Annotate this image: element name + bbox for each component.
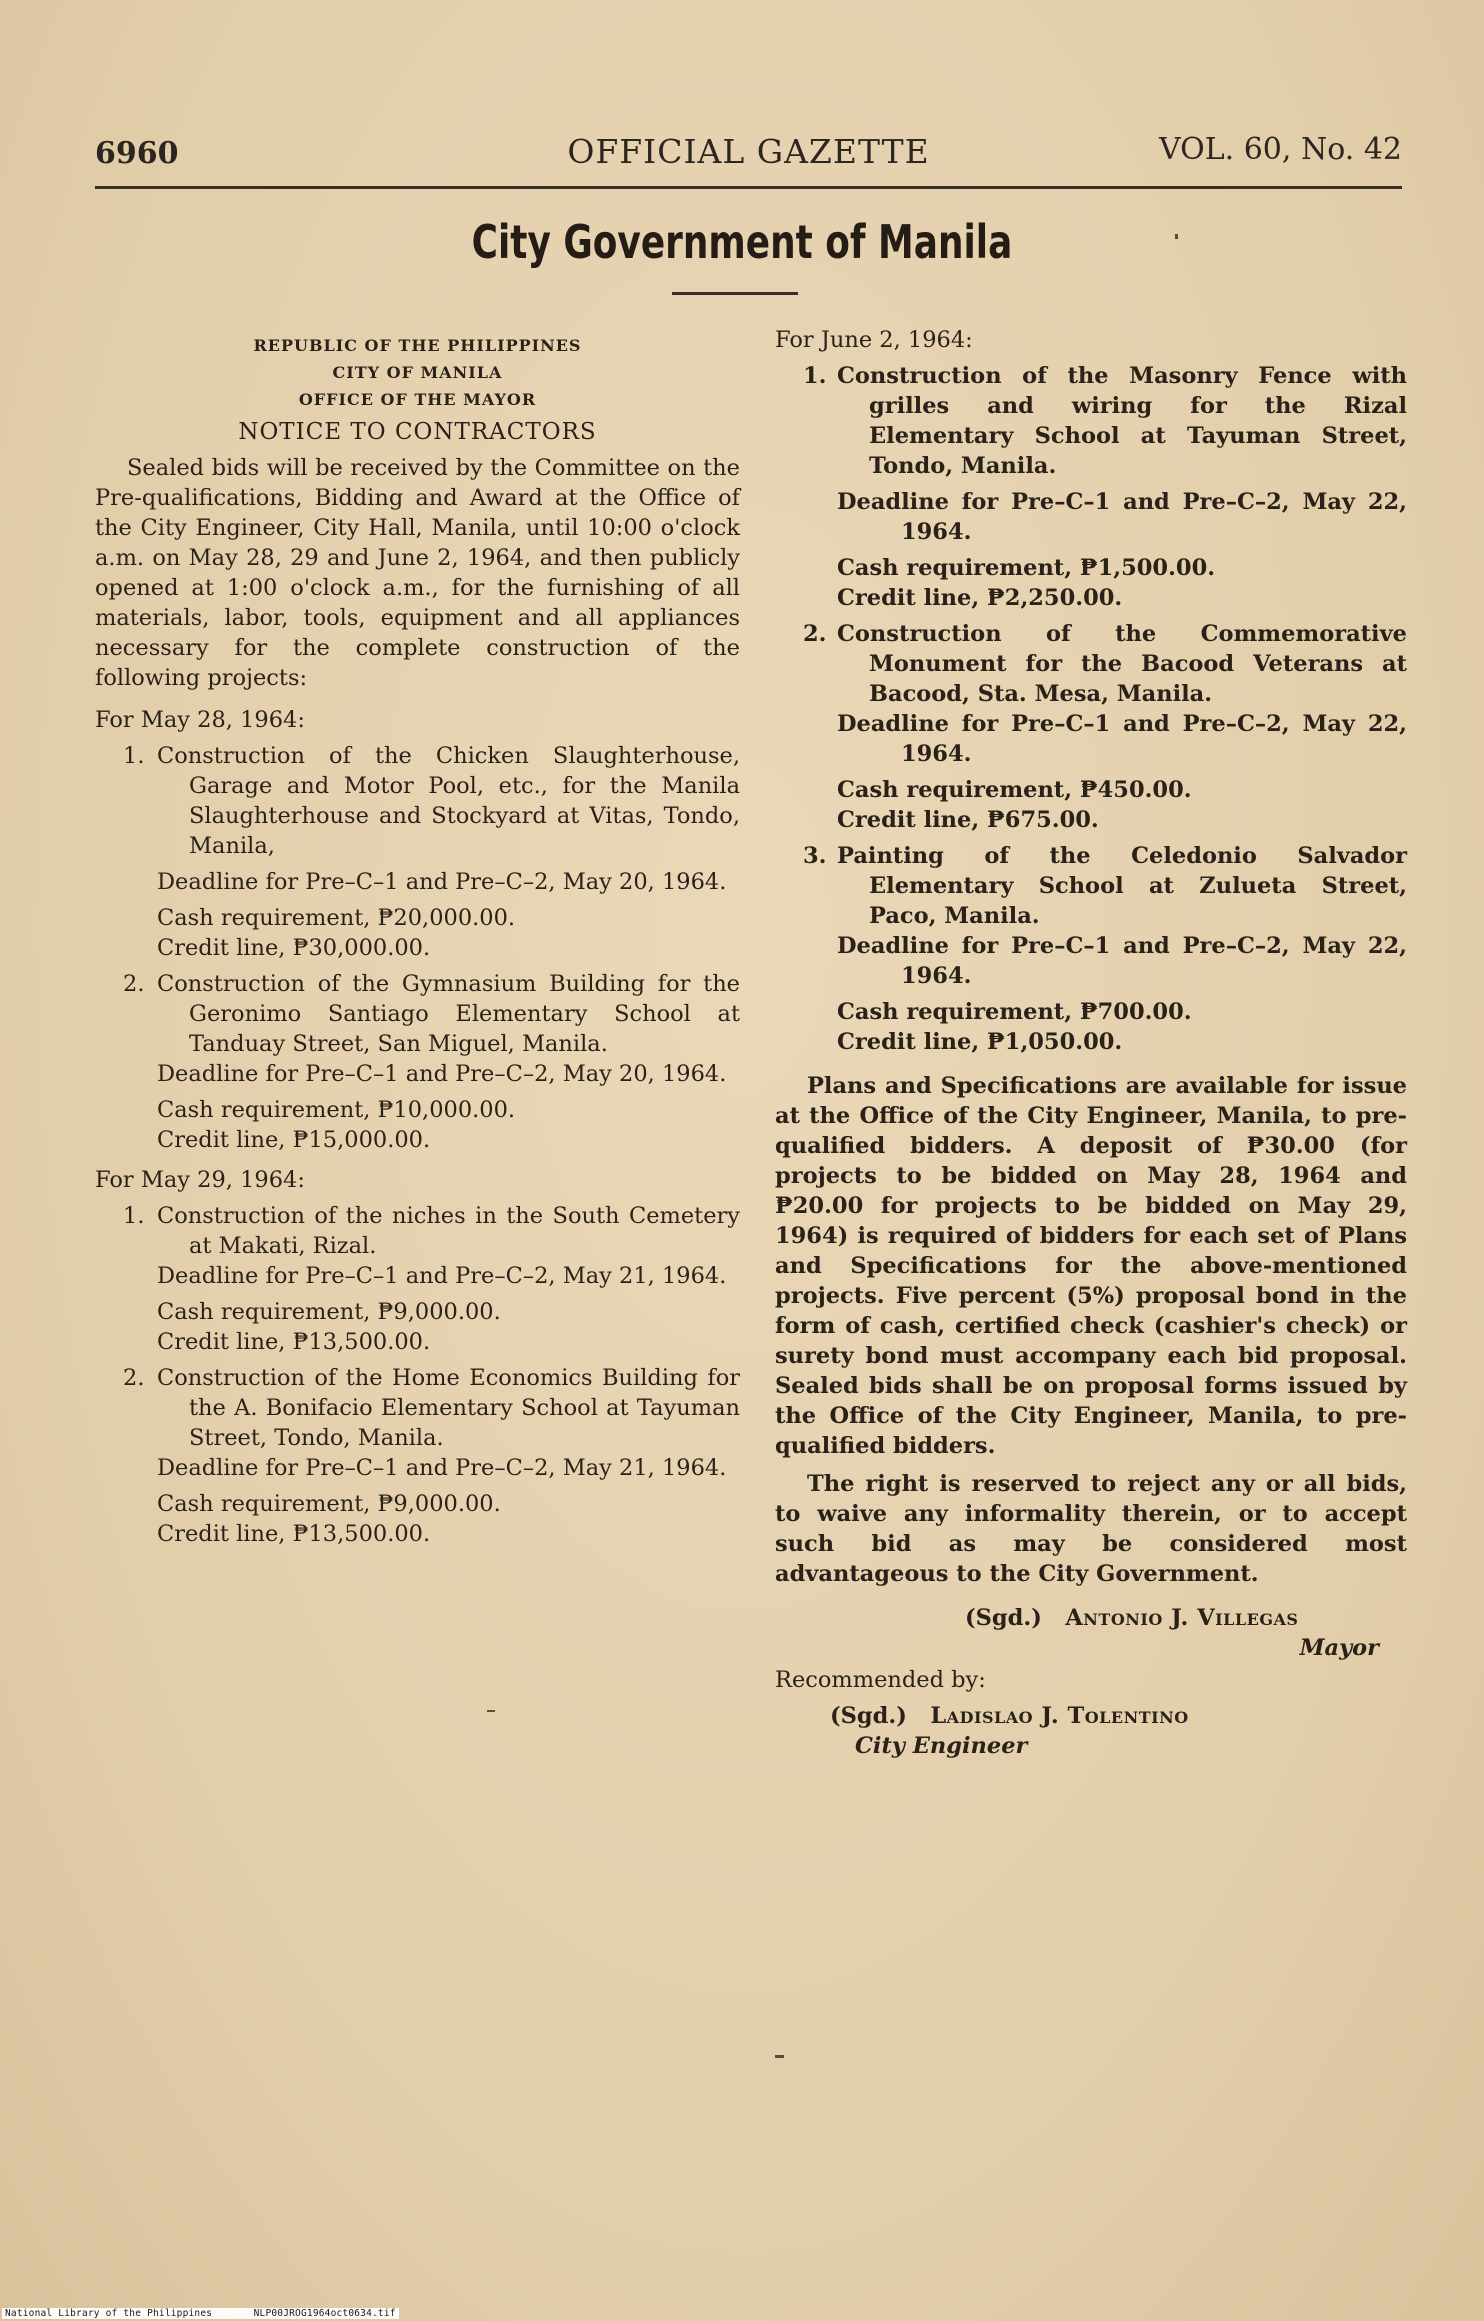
running-title: OFFICIAL GAZETTE [567, 132, 930, 171]
item-cash: Cash requirement, ₱20,000.00. [157, 905, 516, 931]
scan-speck [1175, 234, 1178, 239]
engineer-title: City Engineer [855, 1733, 1028, 1759]
item-credit: Credit line, ₱15,000.00. [157, 1127, 431, 1153]
item-cash: Cash requirement, ₱9,000.00. [157, 1491, 501, 1517]
item-number: 1. [123, 743, 145, 769]
item-title: Construction of the Home Economics Building for the A. Bonifacio Elementary School at Tayuman Street, Tondo, Manila. [157, 1365, 740, 1451]
item-cash: Cash requirement, ₱9,000.00. [157, 1299, 501, 1325]
item-title: Construction of the Masonry Fence with grilles and wiring for the Rizal Elementary School at Tayuman Street, Tondo, Manila. [837, 363, 1407, 479]
item-credit: Credit line, ₱1,050.00. [837, 1029, 1123, 1055]
date-heading: For May 29, 1964: [95, 1167, 305, 1193]
recommended-by: Recommended by: [775, 1667, 986, 1693]
mayor-name: Antonio J. Villegas [1065, 1605, 1299, 1631]
plans-paragraph: Plans and Specifications are available for issue at the Office of the City Engineer, Manila, to pre-qualified bidders. A deposit of ₱30.00 (for projects to be bidded on May 28, 1964 and ₱20.00 for projects to be bidded on May 29, 1964) is required of bidders for each set of Plans and Specifications for the above-mentioned projects. Five percent (5%) proposal bond in the form of cash, certified check (cashier's check) or surety bond must accompany each bid proposal. Sealed bids shall be on proposal forms issued by the Office of the City Engineer, Manila, to pre-qualified bidders. [775, 1073, 1407, 1459]
item-deadline: Deadline for Pre–C–1 and Pre–C–2, May 21, 1964. [157, 1455, 727, 1481]
item-number: 2. [803, 621, 827, 647]
item-credit: Credit line, ₱13,500.00. [157, 1521, 431, 1547]
section-title: City Government of Manila [471, 215, 1013, 269]
scan-speck [487, 1710, 495, 1712]
item-deadline: Deadline for Pre–C–1 and Pre–C–2, May 20, 1964. [157, 1061, 727, 1087]
item-cash: Cash requirement, ₱700.00. [837, 999, 1192, 1025]
office-line-mayor: OFFICE OF THE MAYOR [298, 390, 537, 409]
project-item [95, 1201, 740, 1357]
item-title: Construction of the niches in the South Cemetery at Makati, Rizal. [157, 1203, 740, 1259]
item-number: 1. [123, 1203, 145, 1229]
footer-source: National Library of the Philippines [5, 2308, 213, 2319]
sgd-mark: (Sgd.) [830, 1703, 907, 1729]
item-deadline: Deadline for Pre–C–1 and Pre–C–2, May 22, 1964. [837, 489, 1407, 545]
item-title: Construction of the Gymnasium Building for the Geronimo Santiago Elementary School at Tanduay Street, San Miguel, Manila. [157, 971, 740, 1057]
item-number: 1. [803, 363, 827, 389]
project-item [95, 969, 740, 1155]
volume-number: VOL. 60, No. 42 [1158, 132, 1402, 167]
notice-heading: NOTICE TO CONTRACTORS [238, 419, 597, 445]
item-deadline: Deadline for Pre–C–1 and Pre–C–2, May 22, 1964. [837, 933, 1407, 989]
title-rule [672, 292, 798, 295]
item-credit: Credit line, ₱2,250.00. [837, 585, 1123, 611]
item-deadline: Deadline for Pre–C–1 and Pre–C–2, May 22, 1964. [837, 711, 1407, 767]
item-title: Painting of the Celedonio Salvador Elementary School at Zulueta Street, Paco, Manila. [837, 843, 1407, 929]
footer-filename: NLP00JROG1964oct0634.tif [253, 2308, 396, 2319]
project-item [95, 741, 740, 963]
scan-speck [775, 2055, 784, 2058]
item-cash: Cash requirement, ₱1,500.00. [837, 555, 1216, 581]
project-item [95, 1363, 740, 1549]
item-title: Construction of the Chicken Slaughterhouse, Garage and Motor Pool, etc., for the Manila Slaughterhouse and Stockyard at Vitas, Tondo, Manila, [157, 743, 740, 859]
item-cash: Cash requirement, ₱450.00. [837, 777, 1192, 803]
item-credit: Credit line, ₱675.00. [837, 807, 1099, 833]
mayor-signature [775, 1603, 1407, 1633]
page-header [95, 128, 1402, 178]
intro-paragraph: Sealed bids will be received by the Committee on the Pre-qualifications, Bidding and Award at the Office of the City Engineer, City Hall, Manila, until 10:00 o'clock a.m. on May 28, 29 and June 2, 1964, and then publicly opened at 1:00 o'clock a.m., for the furnishing of all materials, labor, tools, equipment and all appliances necessary for the complete construction of the following projects: [95, 455, 740, 691]
header-rule [95, 186, 1402, 189]
item-cash: Cash requirement, ₱10,000.00. [157, 1097, 516, 1123]
page-number: 6960 [95, 136, 179, 171]
item-deadline: Deadline for Pre–C–1 and Pre–C–2, May 20, 1964. [157, 869, 727, 895]
date-heading: For June 2, 1964: [775, 327, 973, 353]
item-title: Construction of the Commemorative Monument for the Bacood Veterans at Bacood, Sta. Mesa, Manila. [837, 621, 1407, 707]
project-item [775, 361, 1407, 613]
mayor-title: Mayor [1299, 1635, 1379, 1661]
project-item [775, 619, 1407, 835]
engineer-signature [775, 1701, 1407, 1731]
item-credit: Credit line, ₱30,000.00. [157, 935, 431, 961]
office-line-republic: REPUBLIC OF THE PHILIPPINES [253, 336, 582, 355]
rights-paragraph: The right is reserved to reject any or all bids, to waive any informality therein, or to accept such bid as may be considered most advantageous to the City Government. [775, 1471, 1407, 1587]
right-column [775, 325, 1407, 1761]
office-line-city: CITY OF MANILA [332, 363, 503, 382]
item-deadline: Deadline for Pre–C–1 and Pre–C–2, May 21, 1964. [157, 1263, 727, 1289]
engineer-name: Ladislao J. Tolentino [930, 1703, 1189, 1729]
item-number: 2. [123, 1365, 145, 1391]
scan-footer [2, 2308, 399, 2319]
item-credit: Credit line, ₱13,500.00. [157, 1329, 431, 1355]
sgd-mark: (Sgd.) [965, 1605, 1042, 1631]
date-heading: For May 28, 1964: [95, 707, 305, 733]
item-number: 3. [803, 843, 827, 869]
left-column [95, 325, 740, 1549]
project-item [775, 841, 1407, 1057]
item-number: 2. [123, 971, 145, 997]
